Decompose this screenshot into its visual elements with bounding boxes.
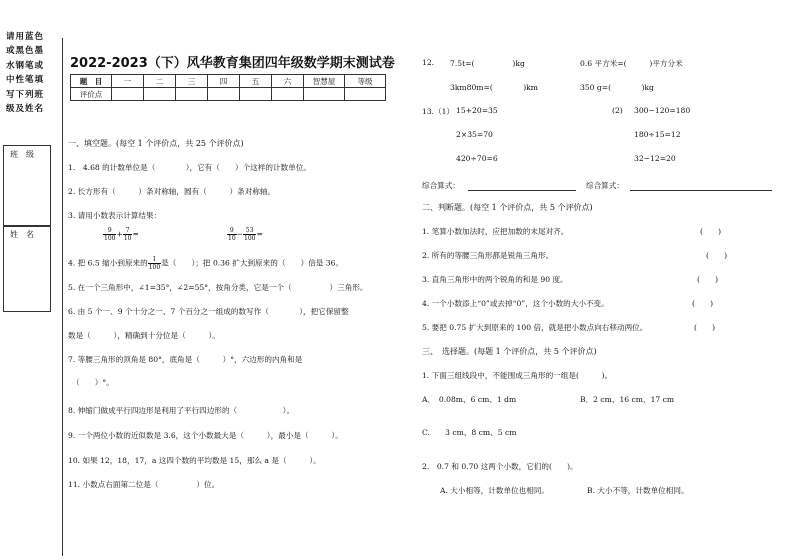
numerator: 7 [123, 227, 133, 235]
denominator: 10 [123, 235, 132, 242]
name-label: 姓 名 [10, 230, 34, 239]
judge-answer-paren[interactable]: ( ) [700, 227, 722, 236]
question-12b: 0.6 平方米=( )平方分米 [580, 59, 683, 68]
question-10: 10. 如果 12，18，17，a 这四个数的平均数是 15，那么 a 是（ ）。 [68, 456, 321, 465]
score-row [71, 88, 386, 101]
page-title: 2022-2023（下）风华教育集团四年级数学期末测试卷 [70, 56, 395, 71]
operator: + [116, 229, 123, 239]
question-12c: 3km80m=( )km [450, 83, 538, 92]
combo-formula-answer-line[interactable] [468, 190, 576, 191]
choice-option-a[interactable]: A． 0.08m、6 cm、1 dm [422, 395, 517, 404]
question-5: 5. 在一个三角形中，∠1=35°，∠2=55°，按角分类，它是一个（ ）三角形。 [68, 283, 368, 292]
numerator: 1 [148, 256, 161, 264]
choice-option-b[interactable]: B．2 cm、16 cm、17 cm [580, 395, 675, 404]
question-13-1-line: 15+20=35 [456, 106, 498, 115]
denominator: 100 [148, 264, 161, 271]
choice-question-2: 2. 0.7 和 0.70 这两个小数，它们的( )。 [422, 462, 578, 471]
question-3b [227, 227, 263, 242]
score-header-cell: 题 目 [71, 75, 112, 88]
denominator: 100 [244, 235, 256, 242]
combo-formula-label: 综合算式： [586, 181, 624, 190]
judge-answer-paren[interactable]: ( ) [692, 299, 714, 308]
fraction [243, 227, 256, 242]
equals: = [256, 229, 263, 239]
score-header-cell: 五 [240, 75, 272, 88]
question-13-2-line: 180÷15=12 [634, 130, 681, 139]
numerator: 9 [227, 227, 237, 235]
question-4-part-a: 4. 把 6.5 缩小到原来的 [68, 258, 148, 268]
score-cell[interactable] [144, 88, 176, 101]
question-6a: 6. 由 5 个一、9 个十分之一、7 个百分之一组成的数写作（ ），把它保留整 [68, 307, 349, 316]
section1-heading: 一、填空题。(每空 1 个评价点，共 25 个评价点) [68, 139, 244, 148]
score-cell[interactable] [208, 88, 240, 101]
fraction [148, 256, 161, 271]
question-6b: 数是（ ），精确到十分位是（ ）。 [68, 331, 220, 340]
score-header-cell: 四 [208, 75, 240, 88]
question-12-label: 12. [422, 58, 435, 67]
class-label: 班 级 [10, 150, 34, 159]
score-header-row [71, 75, 386, 88]
question-3: 3. 请用小数表示计算结果： [68, 211, 162, 220]
score-cell[interactable] [272, 88, 304, 101]
judge-item: 5. 要把 0.75 扩大到原来的 100 倍，就是把小数点向右移动两位。 [422, 323, 648, 332]
fraction [103, 227, 116, 242]
score-header-cell: 一 [112, 75, 144, 88]
question-13-2-line: 32−12=20 [634, 154, 676, 163]
score-cell[interactable] [112, 88, 144, 101]
question-11: 11. 小数点右面第二位是（ ）位。 [68, 480, 220, 489]
choice-option-b[interactable]: B. 大小不等，计数单位相同。 [587, 486, 689, 495]
question-3a [103, 227, 139, 242]
score-row-label: 评价点 [71, 88, 112, 101]
judge-item: 1. 笔算小数加法时，应把加数的末尾对齐。 [422, 227, 569, 236]
judge-answer-paren[interactable]: ( ) [706, 251, 728, 260]
score-cell[interactable] [304, 88, 345, 101]
choice-option-a[interactable]: A. 大小相等，计数单位也相同。 [440, 486, 550, 495]
question-9: 9. 一个两位小数的近似数是 3.6，这个小数最大是（ ），最小是（ ）。 [68, 431, 343, 440]
question-13-1-line: 420÷70=6 [456, 154, 498, 163]
sidebar-instructions: 请用蓝色或黑色墨水钢笔或中性笔填写下列班级及姓名 [6, 32, 45, 115]
combo-formula-answer-line[interactable] [630, 190, 772, 191]
score-header-cell: 智慧屋 [304, 75, 345, 88]
question-4 [68, 256, 343, 271]
question-12a: 7.5t=( )kg [450, 59, 525, 68]
question-7b: （ ）°。 [72, 378, 114, 387]
judge-item: 3. 直角三角形中的两个锐角的和是 90 度。 [422, 275, 568, 284]
choice-option-c[interactable]: C. 3 cm、8 cm、5 cm [422, 428, 517, 437]
score-header-cell: 二 [144, 75, 176, 88]
operator: − [236, 229, 244, 239]
judge-item: 4. 一个小数添上“0”或去掉“0”，这个小数的大小不变。 [422, 299, 609, 308]
equals: = [132, 229, 139, 239]
question-2: 2. 长方形有（ ）条对称轴，圆有（ ）条对称轴。 [68, 187, 276, 196]
question-13-label: 13.（1） [422, 107, 455, 116]
numerator: 9 [103, 227, 116, 235]
section3-heading: 三、 选择题。(每题 1 个评价点，共 5 个评价点) [422, 347, 597, 356]
score-header-cell: 三 [176, 75, 208, 88]
binding-line [62, 38, 63, 556]
question-12d: 350 g=( )kg [580, 83, 654, 92]
score-header-cell: 六 [272, 75, 304, 88]
score-cell[interactable] [345, 88, 386, 101]
fraction [227, 227, 237, 242]
section2-heading: 二、判断题。(每空 1 个评价点，共 5 个评价点) [422, 203, 593, 212]
choice-question-1: 1. 下面三组线段中，不能围成三角形的一组是( )。 [422, 371, 613, 380]
question-1: 1. 4.68 的计数单位是（ ），它有（ ）个这样的计数单位。 [68, 163, 311, 172]
question-13-2-line: 300−120=180 [634, 106, 691, 115]
question-7a: 7. 等腰三角形的顶角是 80°，底角是（ ）°，六边形的内角和是 [68, 355, 303, 364]
score-cell[interactable] [240, 88, 272, 101]
question-8: 8. 伸缩门做成平行四边形是利用了平行四边形的（ ）。 [68, 406, 295, 415]
judge-answer-paren[interactable]: ( ) [694, 323, 716, 332]
numerator: 53 [243, 227, 256, 235]
score-header-cell: 等级 [345, 75, 386, 88]
question-13-1-line: 2×35=70 [456, 130, 493, 139]
denominator: 10 [228, 235, 236, 242]
question-13-2-label: (2) [612, 106, 623, 115]
combo-formula-label: 综合算式： [422, 181, 460, 190]
denominator: 100 [104, 235, 116, 242]
judge-item: 2. 所有的等腰三角形都是锐角三角形。 [422, 251, 554, 260]
score-table [70, 74, 386, 101]
question-4-part-b: 是（ ）；把 0.36 扩大到原来的（ ）倍是 36。 [161, 258, 344, 268]
judge-answer-paren[interactable]: ( ) [697, 275, 719, 284]
score-cell[interactable] [176, 88, 208, 101]
